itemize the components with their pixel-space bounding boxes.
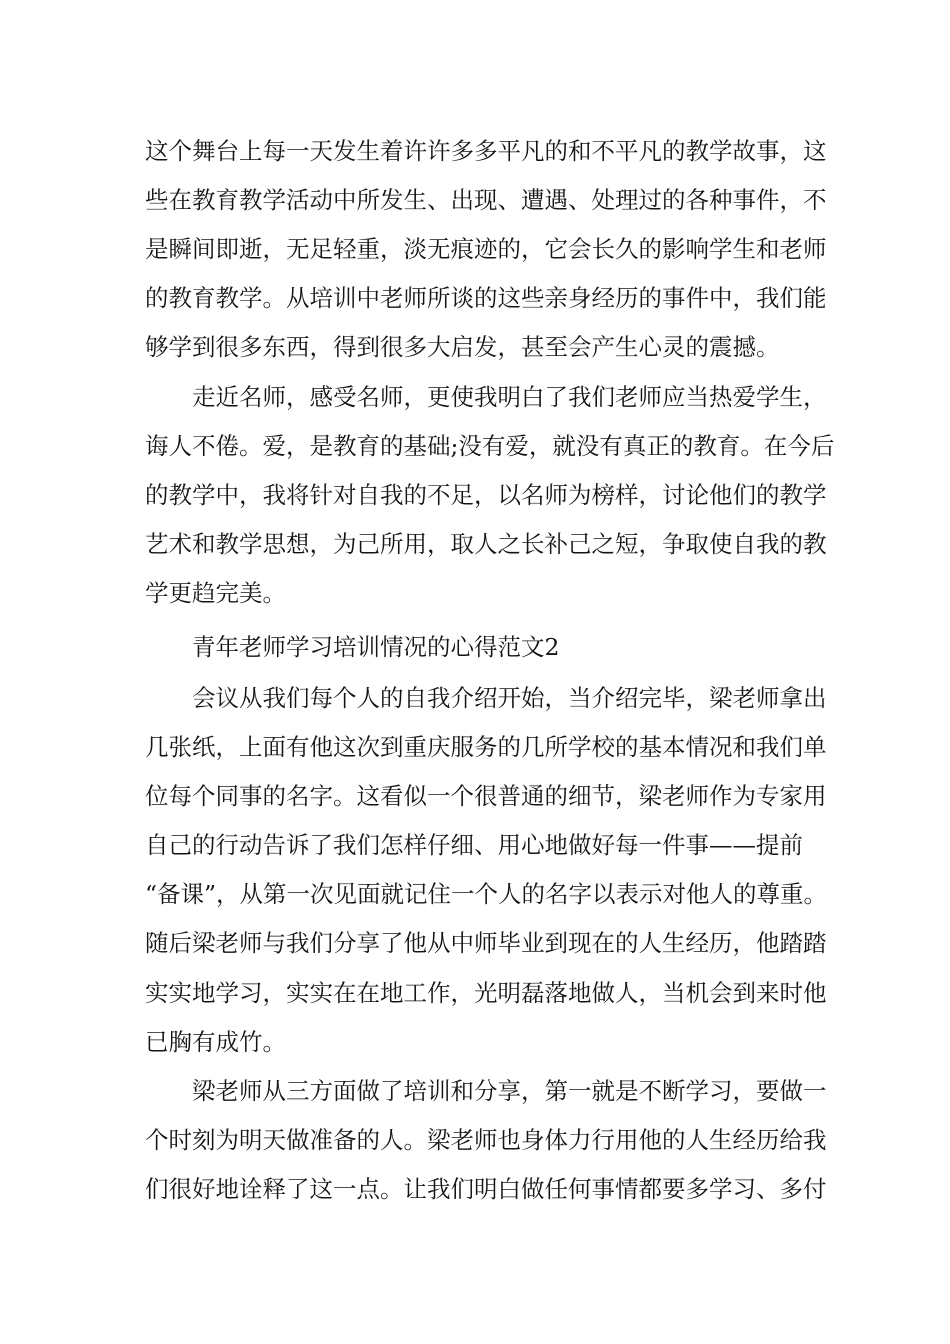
- line-text: 够学到很多东西，得到很多大启发，甚至会产生心灵的震撼。: [145, 333, 780, 361]
- text-line: [0, 918, 950, 968]
- line-text: 学更趋完美。: [145, 579, 286, 607]
- line-text: 们很好地诠释了这一点。让我们明白做任何事情都要多学习、多付: [145, 1175, 827, 1203]
- line-text: 的教学中，我将针对自我的不足，以名师为榜样，讨论他们的教学: [145, 481, 827, 509]
- line-text: 诲人不倦。爱，是教育的基础;没有爱，就没有真正的教育。在今后: [145, 432, 835, 460]
- text-line: [0, 470, 950, 520]
- line-text: 是瞬间即逝，无足轻重，淡无痕迹的，它会长久的影响学生和老师: [145, 235, 827, 263]
- text-line: [0, 968, 950, 1018]
- text-line: [0, 568, 950, 618]
- text-line: [0, 771, 950, 821]
- line-text: 艺术和教学思想，为己所用，取人之长补己之短，争取使自我的教: [145, 530, 827, 558]
- text-line: [0, 722, 950, 772]
- section-heading: [0, 622, 950, 672]
- text-line: [0, 421, 950, 471]
- line-text: 梁老师从三方面做了培训和分享，第一就是不断学习，要做一: [192, 1077, 827, 1105]
- line-text: 这个舞台上每一天发生着许许多多平凡的和不平凡的教学故事，这: [145, 137, 827, 165]
- text-line: [0, 519, 950, 569]
- line-text: 的教育教学。从培训中老师所谈的这些亲身经历的事件中，我们能: [145, 284, 827, 312]
- line-text: 走近名师，感受名师，更使我明白了我们老师应当热爱学生，: [192, 383, 827, 411]
- line-text: 位每个同事的名字。这看似一个很普通的细节，梁老师作为专家用: [145, 782, 827, 810]
- text-line: [0, 1017, 950, 1067]
- paragraph-first-line: [0, 1066, 950, 1116]
- text-line: [0, 175, 950, 225]
- line-text: “备课”，从第一次见面就记住一个人的名字以表示对他人的尊重。: [145, 880, 828, 908]
- text-line: [0, 1115, 950, 1165]
- text-line: [0, 1164, 950, 1214]
- line-text: 些在教育教学活动中所发生、出现、遭遇、处理过的各种事件，不: [145, 186, 827, 214]
- text-line: [0, 322, 950, 372]
- paragraph-first-line: [0, 673, 950, 723]
- line-text: 已胸有成竹。: [145, 1028, 286, 1056]
- line-text: 自己的行动告诉了我们怎样仔细、用心地做好每一件事——提前: [145, 831, 803, 859]
- line-text: 随后梁老师与我们分享了他从中师毕业到现在的人生经历，他踏踏: [145, 929, 827, 957]
- paragraph-first-line: [0, 372, 950, 422]
- text-line: [0, 273, 950, 323]
- line-text: 会议从我们每个人的自我介绍开始，当介绍完毕，梁老师拿出: [192, 684, 827, 712]
- text-line: [0, 820, 950, 870]
- text-line: [0, 869, 950, 919]
- line-text: 几张纸，上面有他这次到重庆服务的几所学校的基本情况和我们单: [145, 733, 827, 761]
- heading-text: 青年老师学习培训情况的心得范文2: [192, 633, 560, 661]
- line-text: 个时刻为明天做准备的人。梁老师也身体力行用他的人生经历给我: [145, 1126, 827, 1154]
- line-text: 实实地学习，实实在在地工作，光明磊落地做人，当机会到来时他: [145, 979, 827, 1007]
- text-line: [0, 126, 950, 176]
- text-line: [0, 224, 950, 274]
